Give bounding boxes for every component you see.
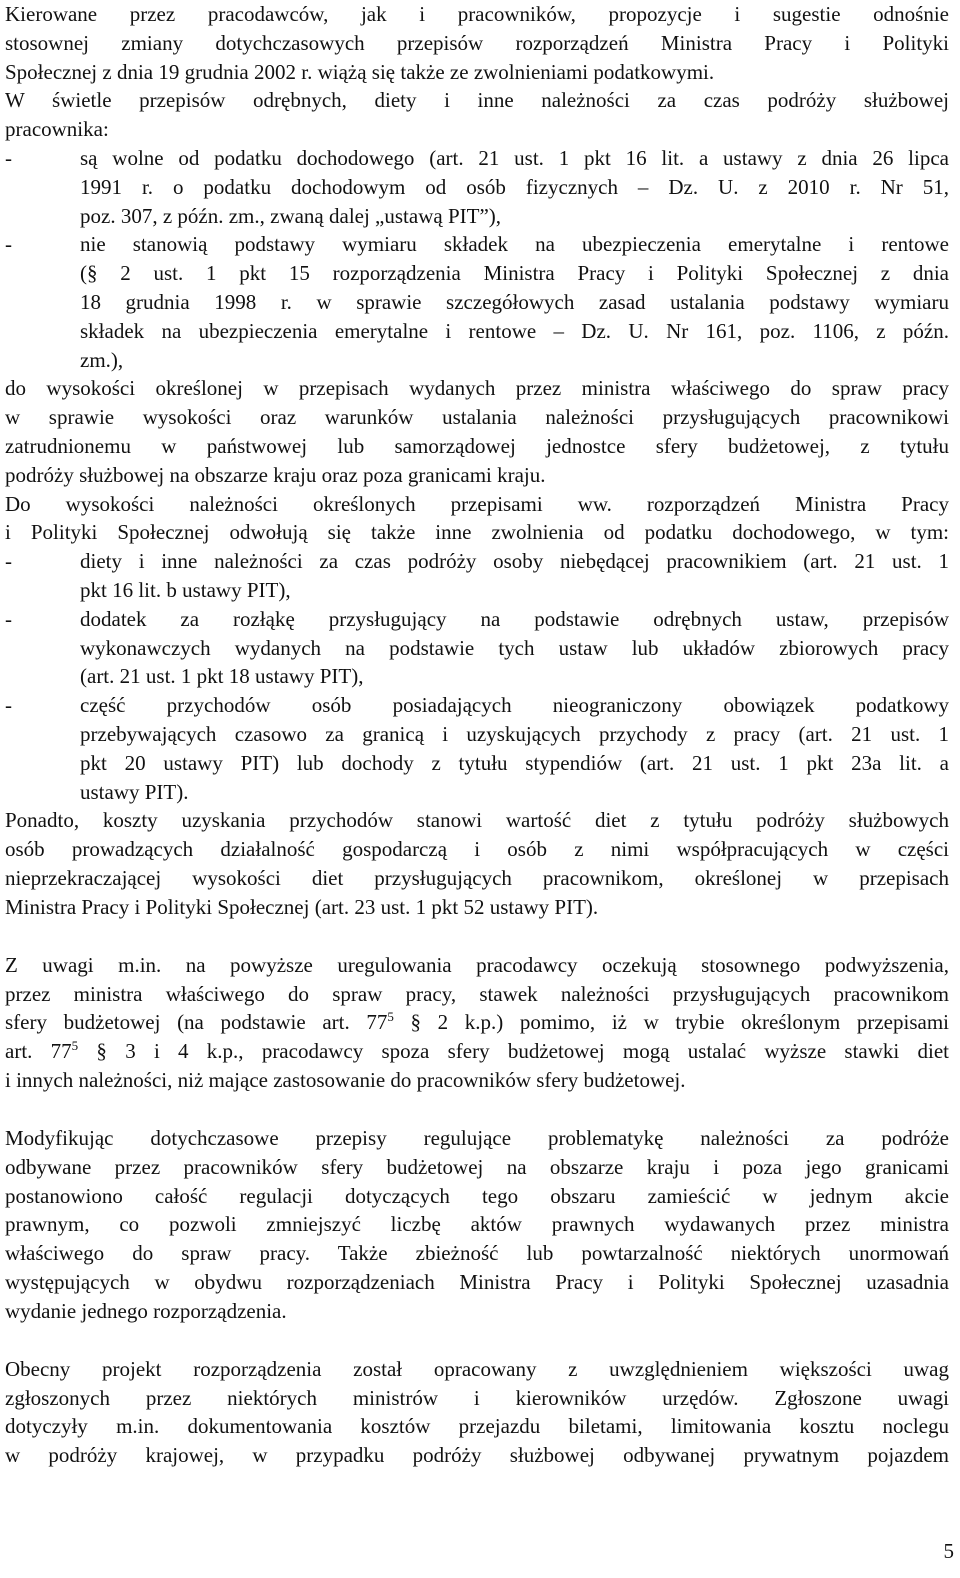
text-line: Modyfikując dotychczasowe przepisy regulujące problematykę należności za podróże — [5, 1126, 949, 1150]
text-line: i innych należności, niż mające zastosowanie do pracowników sfery budżetowej. — [5, 1068, 686, 1092]
text-line: W świetle przepisów odrębnych, diety i inne należności za czas podróży służbowej — [5, 88, 949, 113]
text-line: dotyczyły m.in. dokumentowania kosztów przejazdu biletami, limitowania kosztu noclegu — [5, 1414, 949, 1439]
text-line: składek na ubezpieczenia emerytalne i rentowe – Dz. U. Nr 161, poz. 1106, z późn. — [80, 318, 949, 343]
text-line: osób prowadzących działalność gospodarczą i osób z nimi współpracujących w części — [5, 837, 949, 862]
text-line: i Polityki Społecznej odwołują się także inne zwolnienia od podatku dochodowego, w tym: — [5, 520, 949, 545]
list-dash-marker: - — [5, 606, 12, 631]
text-line: przez ministra właściwego do spraw pracy, stawek należności przysługujących pracownikom — [5, 981, 949, 1006]
text-line-art-77-1 — [5, 1008, 949, 1037]
text-line: pracownika: — [5, 117, 109, 142]
text-fragment: § 2 k.p.) pomimo, iż w trybie określonym przepisami — [393, 1010, 949, 1035]
text-fragment: art. 77 — [5, 1039, 72, 1064]
text-line: Kierowane przez pracodawców, jak i pracowników, propozycje i sugestie odnośnie — [5, 2, 949, 26]
text-line: Do wysokości należności określonych przepisami ww. rozporządzeń Ministra Pracy — [5, 491, 949, 516]
page-number: 5 — [943, 1539, 954, 1563]
text-line: podróży służbowej na obszarze kraju oraz poza granicami kraju. — [5, 462, 546, 487]
text-line: pkt 16 lit. b ustawy PIT), — [80, 578, 291, 602]
text-line: zatrudnionemu w państwowej lub samorządowej jednostce sfery budżetowej, z tytułu — [5, 434, 949, 458]
text-line: wydanie jednego rozporządzenia. — [5, 1298, 287, 1323]
list-dash-marker: - — [5, 146, 12, 170]
text-line: zgłoszonych przez niektórych ministrów i kierowników urzędów. Zgłoszone uwagi — [5, 1385, 949, 1410]
text-fragment: § 3 i 4 k.p., pracodawcy spoza sfery budżetowej mogą ustalać wyższe stawki diet — [78, 1039, 949, 1064]
text-line: zm.), — [80, 347, 124, 372]
list-item-line: część przychodów osób posiadających nieograniczony obowiązek podatkowy — [80, 693, 949, 718]
text-line: Obecny projekt rozporządzenia został opracowany z uwzględnieniem większości uwag — [5, 1356, 949, 1381]
text-line: ustawy PIT). — [80, 779, 189, 804]
text-line: stosownej zmiany dotychczasowych przepisów rozporządzeń Ministra Pracy i Polityki — [5, 30, 949, 55]
text-line: postanowiono całość regulacji dotyczących tego obszaru zamieścić w jednym akcie — [5, 1183, 949, 1208]
text-line: 1991 r. o podatku dochodowym od osób fizycznych – Dz. U. z 2010 r. Nr 51, — [80, 174, 949, 199]
text-line: (§ 2 ust. 1 pkt 15 rozporządzenia Ministra Pracy i Polityki Społecznej z dnia — [80, 261, 949, 286]
list-dash-marker: - — [5, 549, 12, 574]
text-fragment: sfery budżetowej (na podstawie art. 77 — [5, 1010, 388, 1035]
superscript: 5 — [71, 1038, 79, 1054]
text-line: odbywane przez pracowników sfery budżetowej na obszarze kraju i poza jego granicami — [5, 1154, 949, 1179]
text-line: (art. 21 ust. 1 pkt 18 ustawy PIT), — [80, 664, 364, 689]
list-item-line: są wolne od podatku dochodowego (art. 21 ust. 1 pkt 16 lit. a ustawy z dnia 26 lipca — [80, 146, 949, 170]
list-item-line: nie stanowią podstawy wymiaru składek na ubezpieczenia emerytalne i rentowe — [80, 232, 949, 257]
text-line-art-77-2 — [5, 1037, 949, 1066]
text-line: pkt 20 ustawy PIT) lub dochody z tytułu stypendiów (art. 21 ust. 1 pkt 23a lit. a — [80, 750, 949, 775]
text-line: Ponadto, koszty uzyskania przychodów stanowi wartość diet z tytułu podróży służbowych — [5, 808, 949, 833]
text-line: nieprzekraczającej wysokości diet przysługujących pracownikom, określonej w przepisach — [5, 866, 949, 890]
list-item-line: dodatek za rozłąkę przysługujący na podstawie odrębnych ustaw, przepisów — [80, 606, 949, 631]
text-line: wykonawczych wydanych na podstawie tych ustaw lub układów zbiorowych pracy — [80, 635, 949, 660]
list-dash-marker: - — [5, 232, 12, 257]
text-line: właściwego do spraw pracy. Także zbieżność lub powtarzalność niektórych unormowań — [5, 1241, 949, 1266]
text-line: poz. 307, z późn. zm., zwaną dalej „ustawą PIT”), — [80, 203, 502, 228]
text-line: do wysokości określonej w przepisach wydanych przez ministra właściwego do spraw pracy — [5, 376, 949, 401]
text-line: przebywających czasowo za granicą i uzyskujących przychody z pracy (art. 21 ust. 1 — [80, 722, 949, 746]
text-line: w sprawie wysokości oraz warunków ustalania należności przysługujących pracownikowi — [5, 405, 949, 430]
text-line: prawnym, co pozwoli zmniejszyć liczbę aktów prawnych wydawanych przez ministra — [5, 1212, 949, 1237]
superscript: 5 — [387, 1009, 394, 1025]
list-item-line: diety i inne należności za czas podróży osoby niebędącej pracownikiem (art. 21 ust. 1 — [80, 549, 949, 574]
text-line: Ministra Pracy i Polityki Społecznej (art. 23 ust. 1 pkt 52 ustawy PIT). — [5, 894, 599, 919]
text-line: Społecznej z dnia 19 grudnia 2002 r. wiążą się także ze zwolnieniami podatkowymi. — [5, 59, 715, 84]
text-line: występujących w obydwu rozporządzeniach Ministra Pracy i Polityki Społecznej uzasadnia — [5, 1270, 949, 1294]
text-line: Z uwagi m.in. na powyższe uregulowania pracodawcy oczekują stosownego podwyższenia, — [5, 952, 949, 977]
text-line: 18 grudnia 1998 r. w sprawie szczegółowych zasad ustalania podstawy wymiaru — [80, 290, 949, 314]
text-line: w podróży krajowej, w przypadku podróży służbowej odbywanej prywatnym pojazdem — [5, 1443, 949, 1468]
list-dash-marker: - — [5, 693, 12, 718]
